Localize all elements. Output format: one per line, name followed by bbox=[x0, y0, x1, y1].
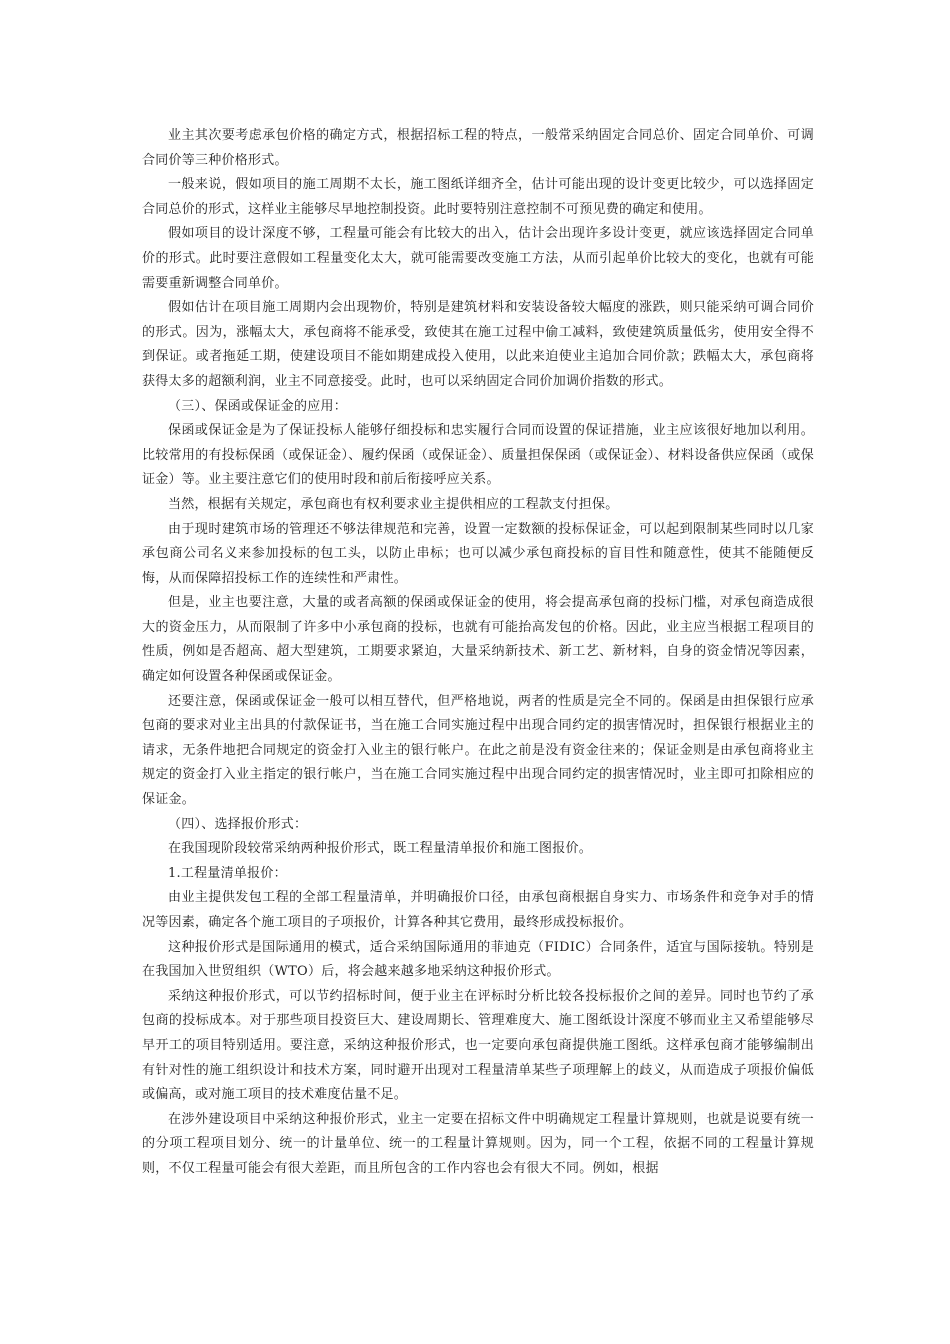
paragraph-bill-definition: 由业主提供发包工程的全部工程量清单，并明确报价口径，由承包商根据自身实力、市场条件和竞争对手的情况等因素，确定各个施工项目的子项报价，计算各种其它费用，最终形成投标报价。 bbox=[142, 890, 814, 930]
paragraph-quotation-types: 在我国现阶段较常采纳两种报价形式，既工程量清单报价和施工图报价。 bbox=[168, 841, 593, 857]
subsection-heading-bill-of-quantities: 1.工程量清单报价： bbox=[168, 865, 287, 881]
paragraph-guarantee-purpose: 保函或保证金是为了保证投标人能够仔细投标和忠实履行合同而设置的保证措施，业主应该很好地加以利用。比较常用的有投标保函（或保证金）、履约保函（或保证金）、质量担保保函（或保证金）、材料设备供应保函（或保证金）等。业主要注意它们的使用时段和前后衔接呼应关系。 bbox=[142, 423, 814, 488]
paragraph-fidic: 这种报价形式是国际通用的模式，适合采纳国际通用的菲迪克（FIDIC）合同条件，适宜与国际接轨。特别是在我国加入世贸组织（WTO）后，将会越来越多地采纳这种报价形式。 bbox=[142, 939, 814, 980]
paragraph-guarantee-caution: 但是，业主也要注意，大量的或者高额的保函或保证金的使用，将会提高承包商的投标门槛，对承包商造成很大的资金压力，从而限制了许多中小承包商的投标，也就有可能抬高发包的价格。因此，业主应当根据工程项目的性质，例如是否超高、超大型建筑，工期要求紧迫，大量采纳新技术、新工艺、新材料，自身的资金情况等因素，确定如何设置各种保函或保证金。 bbox=[142, 595, 814, 685]
paragraph-guarantee-vs-deposit: 还要注意，保函或保证金一般可以相互替代，但严格地说，两者的性质是完全不同的。保函是由担保银行应承包商的要求对业主出具的付款保证书，当在施工合同实施过程中出现合同约定的损害情况时，担保银行根据业主的请求，无条件地把合同规定的资金打入业主的银行帐户。在此之前是没有资金往来的；保证金则是由承包商将业主规定的资金打入业主指定的银行帐户，当在施工合同实施过程中出现合同约定的损害情况时，业主即可扣除相应的保证金。 bbox=[142, 693, 814, 808]
paragraph-fixed-unit-price: 假如项目的设计深度不够，工程量可能会有比较大的出入，估计会出现许多设计变更，就应该选择固定合同单价的形式。此时要注意假如工程量变化太大，就可能需要改变施工方法，从而引起单价比较大的变化，也就有可能需要重新调整合同单价。 bbox=[142, 226, 814, 291]
paragraph-foreign-projects: 在涉外建设项目中采纳这种报价形式，业主一定要在招标文件中明确规定工程量计算规则，也就是说要有统一的分项工程项目划分、统一的计量单位、统一的工程量计算规则。因为，同一个工程，依据不同的工程量计算规则，不仅工程量可能会有很大差距，而且所包含的工作内容也会有很大不同。例如，根据 bbox=[142, 1111, 814, 1176]
paragraph-adjustable-price: 假如估计在项目施工周期内会出现物价，特别是建筑材料和安装设备较大幅度的涨跌，则只能采纳可调合同价的形式。因为，涨幅太大，承包商将不能承受，致使其在施工过程中偷工减料，致使建筑质量低劣，使用安全得不到保证。或者拖延工期，使建设项目不能如期建成投入使用，以此来迫使业主追加合同价款；跌幅太大，承包商将获得太多的超额利润，业主不同意接受。此时，也可以采纳固定合同价加调价指数的形式。 bbox=[142, 300, 814, 389]
paragraph-payment-guarantee: 当然，根据有关规定，承包商也有权利要求业主提供相应的工程款支付担保。 bbox=[168, 496, 619, 512]
section-heading-guarantee: （三）、保函或保证金的应用： bbox=[168, 398, 348, 414]
section-heading-quotation: （四）、选择报价形式： bbox=[168, 816, 308, 832]
paragraph-fixed-total-price: 一般来说，假如项目的施工周期不太长，施工图纸详细齐全，估计可能出现的设计变更比较少，可以选择固定合同总价的形式，这样业主能够尽早地控制投资。此时要特别注意控制不可预见费的确定和使用。 bbox=[142, 177, 814, 217]
paragraph-bid-bond: 由于现时建筑市场的管理还不够法律规范和完善，设置一定数额的投标保证金，可以起到限制某些同时以几家承包商公司名义来参加投标的包工头，以防止串标；也可以减少承包商投标的盲目性和随意性，使其不能随便反悔，从而保障招投标工作的连续性和严肃性。 bbox=[142, 521, 814, 586]
document-body bbox=[142, 124, 814, 1182]
paragraph-bill-advantages: 采纳这种报价形式，可以节约招标时间，便于业主在评标时分析比较各投标报价之间的差异。同时也节约了承包商的投标成本。对于那些项目投资巨大、建设周期长、管理难度大、施工图纸设计深度不够而业主又希望能够尽早开工的项目特别适用。要注意，采纳这种报价形式，也一定要向承包商提供施工图纸。这样承包商才能够编制出有针对性的施工组织设计和技术方案，同时避开出现对工程量清单某些子项理解上的歧义，从而造成子项报价偏低或偏高，或对施工项目的技术难度估量不足。 bbox=[142, 988, 814, 1103]
paragraph-price-form: 业主其次要考虑承包价格的确定方式，根据招标工程的特点，一般常采纳固定合同总价、固定合同单价、可调合同价等三种价格形式。 bbox=[142, 128, 814, 168]
